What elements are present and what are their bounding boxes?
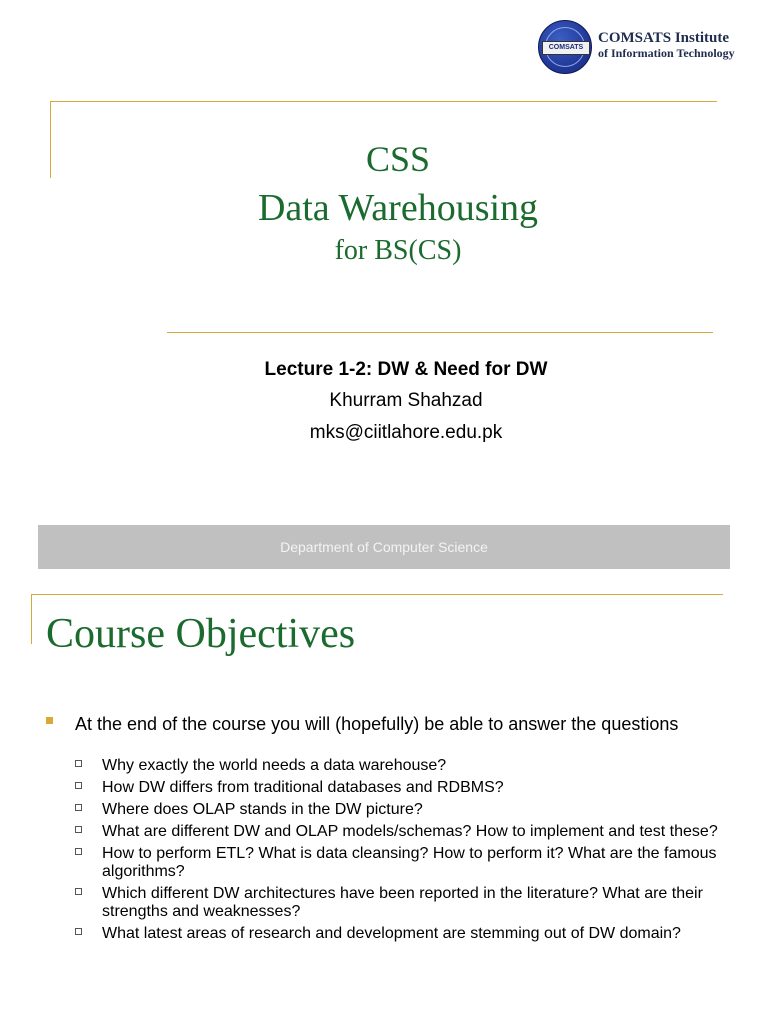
list-item-text: How to perform ETL? What is data cleansing? How to perform it? What are the famous algorithms?	[102, 845, 717, 880]
slide-title-line3: for BS(CS)	[334, 235, 462, 266]
author-email: mks@ciitlahore.edu.pk	[309, 422, 503, 443]
slide-title-line2: Data Warehousing	[257, 187, 539, 229]
list-item	[75, 757, 735, 775]
list-item-text: Where does OLAP stands in the DW picture?	[102, 801, 423, 818]
list-item-text: What are different DW and OLAP models/schemas? How to implement and test these?	[102, 823, 718, 840]
author-name: Khurram Shahzad	[329, 390, 483, 411]
list-item-text: Which different DW architectures have been reported in the literature? What are their strengths and weaknesses?	[102, 885, 703, 920]
list-item	[75, 823, 735, 841]
decor-middle-line	[167, 332, 713, 333]
decor-top-line	[51, 101, 717, 102]
main-bullet-text: At the end of the course you will (hopefully) be able to answer the questions	[75, 714, 679, 734]
lecture-title: Lecture 1-2: DW & Need for DW	[264, 359, 548, 380]
footer-department: Department of Computer Science	[280, 539, 488, 555]
list-item	[75, 801, 735, 819]
hollow-square-bullet-icon	[75, 826, 82, 833]
hollow-square-bullet-icon	[75, 804, 82, 811]
globe-icon	[538, 20, 592, 74]
decor-slide2-top-line	[32, 594, 723, 595]
list-item-text: Why exactly the world needs a data warehouse?	[102, 757, 447, 774]
list-item-text: What latest areas of research and development are stemming out of DW domain?	[102, 925, 681, 942]
square-bullet-icon	[46, 717, 53, 724]
list-item	[75, 925, 735, 943]
hollow-square-bullet-icon	[75, 848, 82, 855]
hollow-square-bullet-icon	[75, 760, 82, 767]
list-item-text: How DW differs from traditional databases and RDBMS?	[102, 779, 504, 796]
hollow-square-bullet-icon	[75, 782, 82, 789]
logo-line2: of Information Technology	[598, 46, 735, 60]
slide-title-line1: CSS	[365, 139, 431, 179]
institute-logo	[538, 20, 753, 74]
logo-line1: COMSATS Institute	[598, 30, 729, 46]
logo-badge: COMSATS	[542, 41, 590, 55]
logo-text	[598, 30, 735, 60]
hollow-square-bullet-icon	[75, 928, 82, 935]
list-item	[75, 845, 735, 881]
hollow-square-bullet-icon	[75, 888, 82, 895]
decor-slide2-left-line	[31, 594, 32, 644]
course-objectives-title: Course Objectives	[46, 611, 356, 657]
list-item	[75, 885, 735, 921]
footer-bar	[38, 525, 730, 569]
objectives-list	[75, 757, 735, 947]
list-item	[75, 779, 735, 797]
